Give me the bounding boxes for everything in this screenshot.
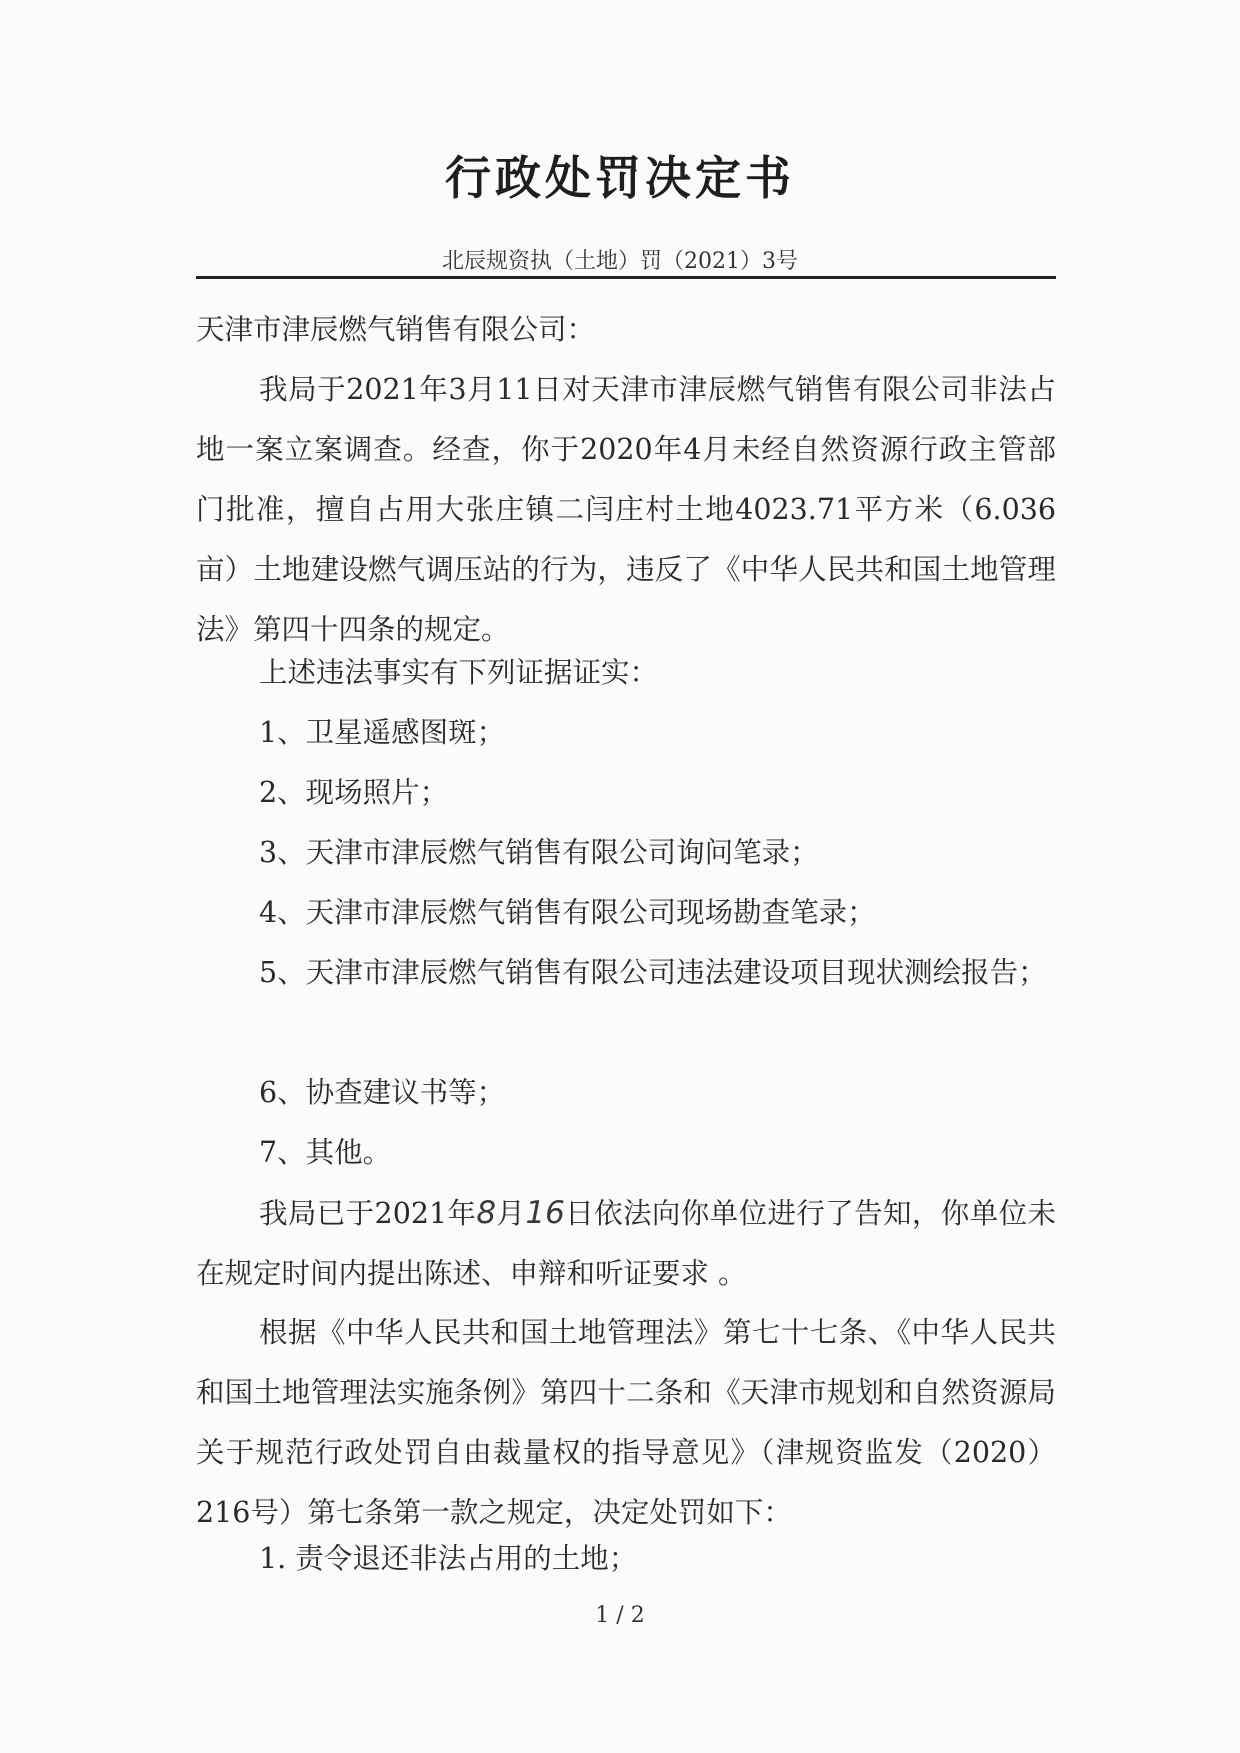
handwritten-day: 16 <box>525 1195 565 1231</box>
evidence-item: 5、天津市津辰燃气销售有限公司违法建设项目现状测绘报告； <box>259 956 1047 989</box>
document-number: 北辰规资执（土地）罚（2021）3号 <box>442 249 798 274</box>
addressee: 天津市津辰燃气销售有限公司： <box>196 313 596 346</box>
evidence-item: 3、天津市津辰燃气销售有限公司询问笔录； <box>259 836 819 869</box>
page-number: 1 / 2 <box>595 1603 645 1628</box>
evidence-item: 1、卫星遥感图斑； <box>259 716 506 749</box>
handwritten-month: 8 <box>476 1195 497 1231</box>
notice-suffix: 日依法向你单位进行了告知，你单位未在规定时间内提出陈述、申辩和听证要求 。 <box>196 1197 1056 1290</box>
evidence-item: 7、其他。 <box>259 1136 392 1169</box>
notice-prefix: 我局已于2021年 <box>259 1197 477 1230</box>
document-title: 行政处罚决定书 <box>445 151 795 205</box>
notice-month-unit: 月 <box>496 1197 526 1230</box>
intro-paragraph: 我局于2021年3月11日对天津市津辰燃气销售有限公司非法占地一案立案调查。经查，你于2020年4月未经自然资源行政主管部门批准，擅自占用大张庄镇二闫庄村土地4023.71平方米（6.036亩）土地建设燃气调压站的行为，违反了《中华人民共和国土地管理法》第四十四条的规定。 <box>196 373 1056 646</box>
evidence-item: 4、天津市津辰燃气销售有限公司现场勘查笔录； <box>259 896 876 929</box>
legal-basis-paragraph: 根据《中华人民共和国土地管理法》第七十七条、《中华人民共和国土地管理法实施条例》第四十二条和《天津市规划和自然资源局关于规范行政处罚自由裁量权的指导意见》（津规资监发（2020）216号）第七条第一款之规定，决定处罚如下： <box>196 1316 1056 1529</box>
header-rule <box>196 276 1056 279</box>
evidence-item: 6、协查建议书等； <box>259 1076 506 1109</box>
notice-paragraph <box>196 1183 1056 1304</box>
evidence-item: 2、现场照片； <box>259 776 449 809</box>
evidence-intro: 上述违法事实有下列证据证实： <box>259 656 659 689</box>
decision-item: 1. 责令退还非法占用的土地； <box>259 1542 638 1575</box>
